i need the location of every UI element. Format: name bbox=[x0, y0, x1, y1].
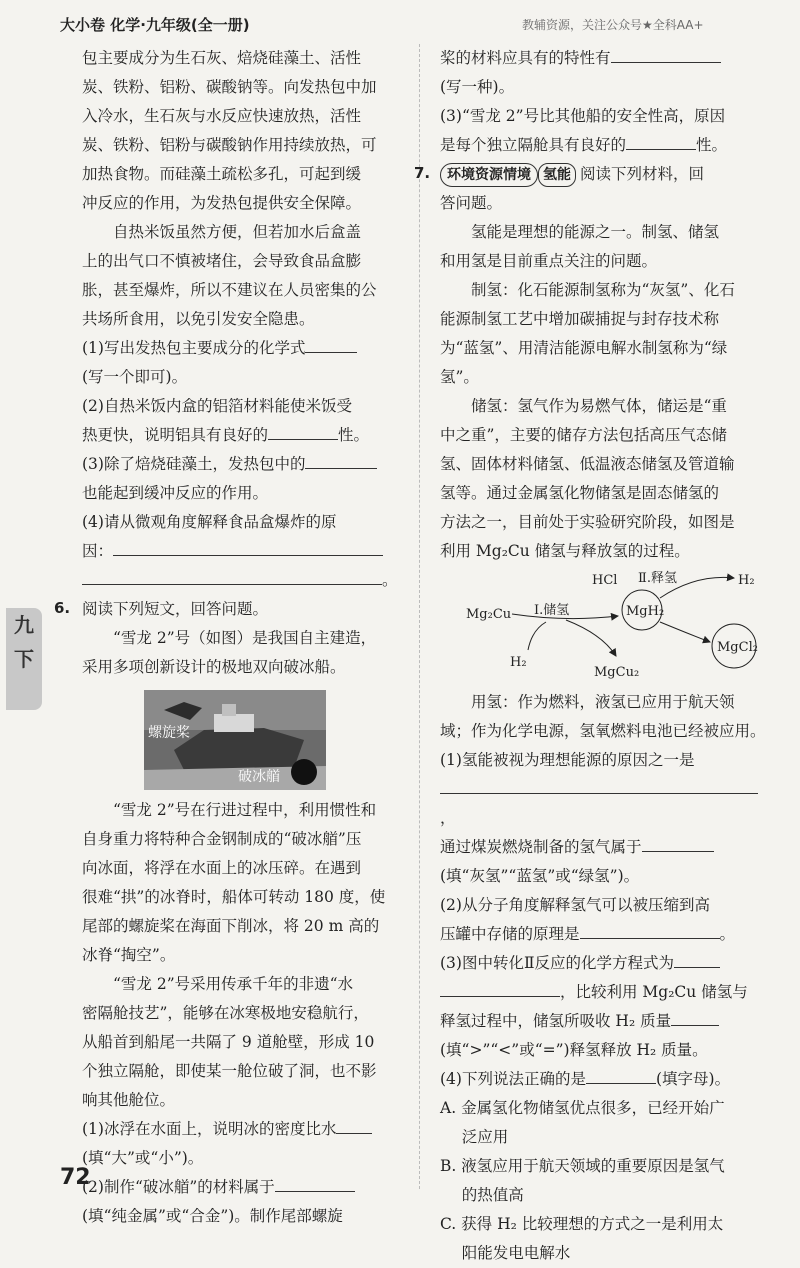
q6-passage-line: “雪龙 2”号在行进过程中，利用惯性和 bbox=[113, 801, 377, 819]
q6-passage-line: 密隔舱技艺”，能够在冰寒极地安稳航行， bbox=[82, 1004, 369, 1022]
q6-heading bbox=[54, 595, 398, 624]
q6-passage-line: 冰脊“掏空”。 bbox=[82, 946, 176, 964]
q7-passage-line: 利用 Mg₂Cu 储氢与释放氢的过程。 bbox=[440, 542, 690, 560]
grade-side-tab bbox=[6, 608, 42, 710]
q6-passage-line: 个独立隔舱，即使某一舱位破了洞，也不影 bbox=[82, 1062, 377, 1080]
q5-passage-line: 冲反应的作用，为发热包提供安全保障。 bbox=[82, 194, 362, 212]
q5-4-prompt: (4)请从微观角度解释食品盒爆炸的原 bbox=[82, 513, 337, 531]
answer-blank[interactable] bbox=[611, 44, 721, 63]
mgh2-label: MgH₂ bbox=[626, 604, 665, 619]
q7-passage-line: 方法之一，目前处于实验研究阶段，如图是 bbox=[440, 513, 735, 531]
q7-passage-line: 氢、固体材料储氢、低温液态储氢及管道输 bbox=[440, 455, 735, 473]
right-column bbox=[414, 44, 770, 1268]
q5-passage-line: 炭、铁粉、铝粉与碳酸钠作用持续放热，可 bbox=[82, 136, 377, 154]
side-tab-char: 九 bbox=[14, 613, 34, 637]
option-a[interactable] bbox=[440, 1094, 770, 1152]
step-release-label: Ⅱ.释氢 bbox=[638, 571, 677, 586]
book-title: 大小卷 化学·九年级(全一册) bbox=[60, 16, 250, 34]
answer-blank[interactable] bbox=[275, 1173, 355, 1192]
answer-blank[interactable] bbox=[674, 949, 720, 968]
q5-3-prompt: (3)除了焙烧硅藻土，发热包中的 bbox=[82, 450, 398, 479]
option-line: 泛应用 bbox=[461, 1128, 509, 1146]
q6-3-prompt: (3)“雪龙 2”号比其他船的安全性高，原因 bbox=[440, 107, 726, 125]
answer-blank[interactable] bbox=[642, 833, 714, 852]
q6-passage-line: 很难“拱”的冰脊时，船体可转动 180 度，使 bbox=[82, 888, 386, 906]
q6-intro: 阅读下列短文，回答问题。 bbox=[82, 600, 269, 618]
q5-2-line: 热更快，说明铝具有良好的 性。 bbox=[82, 421, 398, 450]
q5-passage-line: 上的出气口不慎被堵住，会导致食品盒膨 bbox=[82, 252, 362, 270]
q6-passage-line: 自身重力将特种合金钢制成的“破冰艏”压 bbox=[82, 830, 362, 848]
q6-1-note: (填“大”或“小”)。 bbox=[82, 1149, 204, 1167]
q7-3-line-2: 释氢过程中，储氢所吸收 H₂ 质量 bbox=[440, 1007, 770, 1036]
answer-blank[interactable] bbox=[440, 775, 758, 794]
question-number: 7. bbox=[414, 164, 431, 182]
answer-blank[interactable] bbox=[268, 421, 338, 440]
h2-input-label: H₂ bbox=[510, 655, 527, 670]
q5-passage-line: 炭、铁粉、铝粉、碳酸钠等。向发热包中加 bbox=[82, 78, 377, 96]
icebreaker-photo bbox=[144, 690, 326, 790]
h2-input-line bbox=[528, 622, 546, 650]
ice-breaking-bow-label: 破冰艏 bbox=[238, 769, 280, 785]
topic-tag: 氢能 bbox=[538, 163, 576, 187]
q7-3-line: ，比较利用 Mg₂Cu 储氢与 bbox=[440, 978, 770, 1007]
column-divider bbox=[419, 44, 421, 1189]
answer-blank[interactable] bbox=[336, 1115, 372, 1134]
answer-blank[interactable] bbox=[580, 920, 720, 939]
q6-passage-line: 响其他舱位。 bbox=[82, 1091, 176, 1109]
q6-2-note: (填“纯金属”或“合金”)。制作尾部螺旋 bbox=[82, 1207, 343, 1225]
option-b[interactable] bbox=[440, 1152, 770, 1210]
q5-4-line: 因： bbox=[82, 537, 398, 566]
page-number: 72 bbox=[60, 1165, 91, 1190]
q7-passage-line: 中之重”，主要的储存方法包括高压气态储 bbox=[440, 426, 727, 444]
q7-passage-line: 和用氢是目前重点关注的问题。 bbox=[440, 252, 658, 270]
q6-passage-line: 从船首到船尾一共隔了 9 道舱壁，形成 10 bbox=[82, 1033, 375, 1051]
mgcl2-arrow bbox=[660, 622, 710, 642]
mgcl2-label: MgCl₂ bbox=[717, 640, 758, 655]
q6-2-prompt: (2)制作“破冰艏”的材料属于 bbox=[82, 1173, 398, 1202]
q7-intro: 阅读下列材料，回 bbox=[580, 165, 705, 183]
q7-1-line: ， bbox=[440, 775, 770, 833]
mg2cu-label: Mg₂Cu bbox=[466, 607, 512, 622]
q7-2-prompt: (2)从分子角度解释氢气可以被压缩到高 bbox=[440, 896, 710, 914]
answer-blank[interactable] bbox=[82, 566, 382, 585]
q5-passage-line: 自热米饭虽然方便，但若加水后盒盖 bbox=[113, 223, 362, 241]
option-line: C. 获得 H₂ 比较理想的方式之一是利用太 bbox=[440, 1215, 724, 1233]
q5-1-note: (写一个即可)。 bbox=[82, 368, 188, 386]
answer-blank[interactable] bbox=[671, 1007, 719, 1026]
q5-passage-line: 加热食物。而硅藻土疏松多孔，可起到缓 bbox=[82, 165, 362, 183]
q5-passage-line: 包主要成分为生石灰、焙烧硅藻土、活性 bbox=[82, 49, 362, 67]
q6-3-line: 是每个独立隔舱具有良好的 性。 bbox=[440, 131, 770, 160]
q6-passage-line: 尾部的螺旋桨在海面下削冰，将 20 m 高的 bbox=[82, 917, 380, 935]
h2-output-label: H₂ bbox=[738, 573, 755, 588]
answer-blank[interactable] bbox=[305, 334, 357, 353]
q7-3-prompt: (3)图中转化Ⅱ反应的化学方程式为 bbox=[440, 949, 770, 978]
q5-passage-line: 胀，甚至爆炸，所以不建议在人员密集的公 bbox=[82, 281, 377, 299]
q7-passage-line: 用氢：作为燃料，液氢已应用于航天领 bbox=[471, 693, 735, 711]
q5-4-line: 。 bbox=[82, 566, 398, 595]
question-number: 6. bbox=[54, 599, 71, 617]
q7-1-prompt-2: 通过煤炭燃烧制备的氢气属于 bbox=[440, 833, 770, 862]
q7-1-prompt: (1)氢能被视为理想能源的原因之一是 bbox=[440, 751, 695, 769]
q7-passage-line: 为“蓝氢”、用清洁能源电解水制氢称为“绿 bbox=[440, 339, 728, 357]
answer-blank[interactable] bbox=[440, 978, 560, 997]
q7-1-note: (填“灰氢”“蓝氢”或“绿氢”)。 bbox=[440, 867, 640, 885]
q5-1-prompt: (1)写出发热包主要成分的化学式 bbox=[82, 334, 398, 363]
q7-heading bbox=[414, 160, 770, 189]
q7-3-note: (填“>”“<”或“=”)释氢释放 H₂ 质量。 bbox=[440, 1041, 708, 1059]
option-c[interactable] bbox=[440, 1210, 770, 1268]
q7-passage-line: 氢”。 bbox=[440, 368, 479, 386]
q5-3-line: 也能起到缓冲反应的作用。 bbox=[82, 484, 269, 502]
q5-passage-line: 共场所食用，以免引发安全隐患。 bbox=[82, 310, 315, 328]
q7-passage-line: 氢等。通过金属氢化物储氢是固态储氢的 bbox=[440, 484, 720, 502]
mgcu2-arrow bbox=[566, 620, 616, 656]
answer-blank[interactable] bbox=[586, 1065, 656, 1084]
answer-blank[interactable] bbox=[626, 131, 696, 150]
hcl-label: HCl bbox=[592, 573, 618, 588]
answer-blank[interactable] bbox=[305, 450, 377, 469]
hydrogen-storage-diagram bbox=[466, 570, 766, 682]
publisher-note: 教辅资源，关注公众号★全科AA+ bbox=[522, 18, 704, 32]
option-line: 的热值高 bbox=[461, 1186, 524, 1204]
option-line: A. 金属氢化物储氢优点很多，已经开始广 bbox=[440, 1099, 725, 1117]
q6-1-prompt: (1)冰浮在水面上，说明冰的密度比水 bbox=[82, 1115, 398, 1144]
q5-2-prompt: (2)自热米饭内盒的铝箔材料能使米饭受 bbox=[82, 397, 352, 415]
q6-2-note: (写一种)。 bbox=[440, 78, 515, 96]
q7-4-prompt: (4)下列说法正确的是 (填字母)。 bbox=[440, 1065, 770, 1094]
q6-2-continued: 桨的材料应具有的特性有 bbox=[440, 44, 770, 73]
q7-passage-line: 能源制氢工艺中增加碳捕捉与封存技术称 bbox=[440, 310, 720, 328]
option-line: 阳能发电电解水 bbox=[461, 1244, 571, 1262]
answer-blank[interactable] bbox=[113, 537, 383, 556]
step-storage-label: Ⅰ.储氢 bbox=[534, 603, 570, 618]
side-tab-char: 下 bbox=[14, 647, 34, 671]
propeller-label: 螺旋桨 bbox=[148, 725, 190, 741]
q7-passage-line: 氢能是理想的能源之一。制氢、储氢 bbox=[471, 223, 720, 241]
q7-passage-line: 制氢：化石能源制氢称为“灰氢”、化石 bbox=[471, 281, 735, 299]
q5-passage-line: 入冷水，生石灰与水反应快速放热，活性 bbox=[82, 107, 362, 125]
q7-2-line: 压罐中存储的原理是 。 bbox=[440, 920, 770, 949]
q6-passage-line: 采用多项创新设计的极地双向破冰船。 bbox=[82, 658, 346, 676]
q6-passage-line: “雪龙 2”号采用传承千年的非遗“水 bbox=[113, 975, 354, 993]
context-tag: 环境资源情境 bbox=[440, 163, 538, 187]
q7-passage-line: 储氢：氢气作为易燃气体，储运是“重 bbox=[471, 397, 727, 415]
q7-intro-line: 答问题。 bbox=[440, 194, 503, 212]
q6-passage-line: “雪龙 2”号（如图）是我国自主建造， bbox=[113, 629, 377, 647]
q6-passage-line: 向冰面，将浮在水面上的冰压碎。在遇到 bbox=[82, 859, 362, 877]
mgcu2-label: MgCu₂ bbox=[594, 665, 640, 680]
q7-passage-line: 域；作为化学电源，氢氧燃料电池已经被应用。 bbox=[440, 722, 766, 740]
option-line: B. 液氢应用于航天领域的重要原因是氢气 bbox=[440, 1157, 725, 1175]
